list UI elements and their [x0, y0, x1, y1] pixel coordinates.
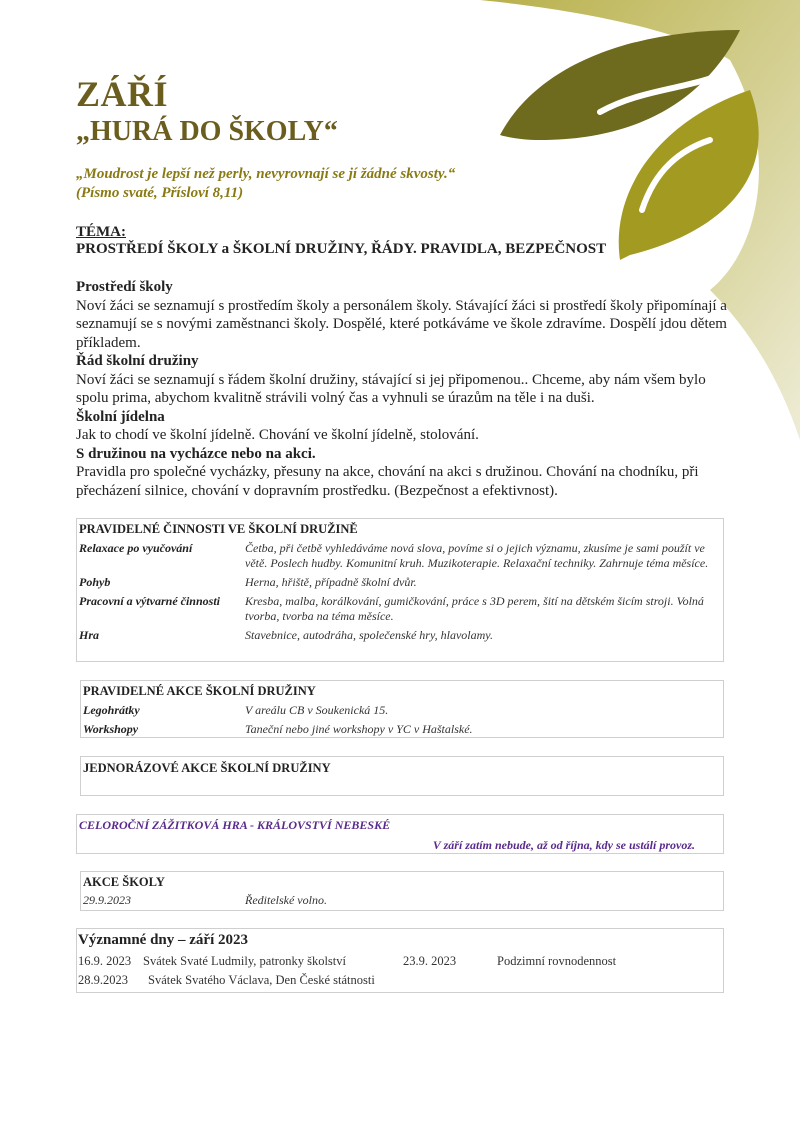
important-days-box — [76, 928, 724, 993]
event-desc: V areálu CB v Soukenická 15. — [245, 703, 389, 717]
day-text: Svátek Svaté Ludmily, patronky školství — [143, 954, 346, 968]
activity-desc: Četba, při četbě vyhledáváme nová slova, povíme si o jejich významu, zkusíme je sami použít ve větě. Poslech hudby. Komunitní kruh. Muzikoterapie. Relaxační techniky. Zahrnuje téma měsíce. — [245, 541, 709, 570]
page-title: ZÁŘÍ — [76, 74, 169, 114]
day-date: 16.9. 2023 — [78, 954, 132, 968]
activity-name: Relaxace po vyučování — [79, 541, 193, 555]
event-date: 29.9.2023 — [83, 893, 131, 907]
event-desc: Ředitelské volno. — [245, 893, 327, 907]
motto-quote: „Moudrost je lepší než perly, nevyrovnají se jí žádné skvosty.“ — [76, 166, 456, 182]
theme-text: PROSTŘEDÍ ŠKOLY a ŠKOLNÍ DRUŽINY, ŘÁDY. PRAVIDLA, BEZPEČNOST — [76, 241, 607, 257]
section-text: Noví žáci se seznamují s prostředím školy a personálem školy. Stávající žáci si prostředí školy připomínají a seznamují se s novými zaměstnanci školy. Dospělé, které potkáváme ve škole zdravíme. Dospělí jdou dětem příkladem. — [76, 297, 727, 351]
theme-label: TÉMA: — [76, 224, 126, 240]
regular-activities-box — [76, 518, 724, 662]
event-desc: Taneční nebo jiné workshopy v YC v Haštalské. — [245, 722, 473, 736]
day-text: Podzimní rovnodennost — [497, 954, 617, 968]
section-heading: S družinou na vycházce nebo na akci. — [76, 445, 316, 462]
activity-name: Hra — [79, 628, 100, 642]
section-heading: Školní jídelna — [76, 408, 165, 425]
activity-name: Pohyb — [79, 575, 111, 589]
box-title: PRAVIDELNÉ ČINNOSTI VE ŠKOLNÍ DRUŽINĚ — [79, 522, 358, 536]
section-text: Pravidla pro společné vycházky, přesuny na akce, chování na akci s družinou. Chování na chodníku, při přecházení silnice, chování v dopravním prostředku. (Bezpečnost a efektivnost). — [76, 464, 699, 499]
box-title: Významné dny – září 2023 — [78, 932, 248, 948]
table-row — [79, 575, 721, 590]
year-game-note: V září zatím nebude, až od října, kdy se ustálí provoz. — [432, 838, 695, 852]
day-date: 23.9. 2023 — [403, 954, 457, 968]
box-title: AKCE ŠKOLY — [83, 875, 165, 889]
year-game-title: CELOROČNÍ ZÁŽITKOVÁ HRA - KRÁLOVSTVÍ NEBESKÉ — [79, 818, 391, 832]
activity-desc: Herna, hřiště, případně školní dvůr. — [245, 575, 417, 589]
table-row — [79, 594, 721, 624]
day-date: 28.9.2023 — [78, 973, 128, 987]
box-title: PRAVIDELNÉ AKCE ŠKOLNÍ DRUŽINY — [83, 684, 316, 698]
day-text: Svátek Svatého Václava, Den České státnosti — [148, 973, 375, 987]
table-row — [79, 541, 721, 571]
event-name: Workshopy — [83, 722, 139, 736]
section-text: Jak to chodí ve školní jídelně. Chování ve školní jídelně, stolování. — [76, 427, 479, 443]
table-row — [83, 722, 721, 737]
section-heading: Řád školní družiny — [76, 353, 199, 369]
table-row — [83, 703, 721, 718]
regular-events-box — [80, 680, 724, 738]
school-events-box — [80, 871, 724, 911]
activity-desc: Kresba, malba, korálkování, gumičkování, práce s 3D perem, šití na dětském šicím stroji. Volná tvorba, tvorba na téma měsíce. — [245, 594, 704, 623]
activity-name: Pracovní a výtvarné činnosti — [79, 594, 220, 608]
activity-desc: Stavebnice, autodráha, společenské hry, hlavolamy. — [245, 628, 493, 642]
table-row — [79, 628, 721, 643]
event-name: Legohrátky — [83, 703, 140, 717]
content-sections — [76, 278, 736, 500]
section-text: Noví žáci se seznamují s řádem školní družiny, stávající si jej připomenou.. Chceme, aby nám všem bylo spolu prima, abychom kvalitně strávili volný čas a vyhnuli se úrazům na těle i na duši. — [76, 371, 706, 406]
page-subtitle: „HURÁ DO ŠKOLY“ — [76, 116, 338, 147]
table-row — [83, 893, 721, 908]
section-heading: Prostředí školy — [76, 279, 173, 295]
motto — [76, 165, 455, 203]
one-time-events-box — [80, 756, 724, 796]
box-title: JEDNORÁZOVÉ AKCE ŠKOLNÍ DRUŽINY — [83, 761, 331, 775]
year-game-box — [76, 814, 724, 854]
motto-source: (Písmo svaté, Přísloví 8,11) — [76, 185, 244, 201]
